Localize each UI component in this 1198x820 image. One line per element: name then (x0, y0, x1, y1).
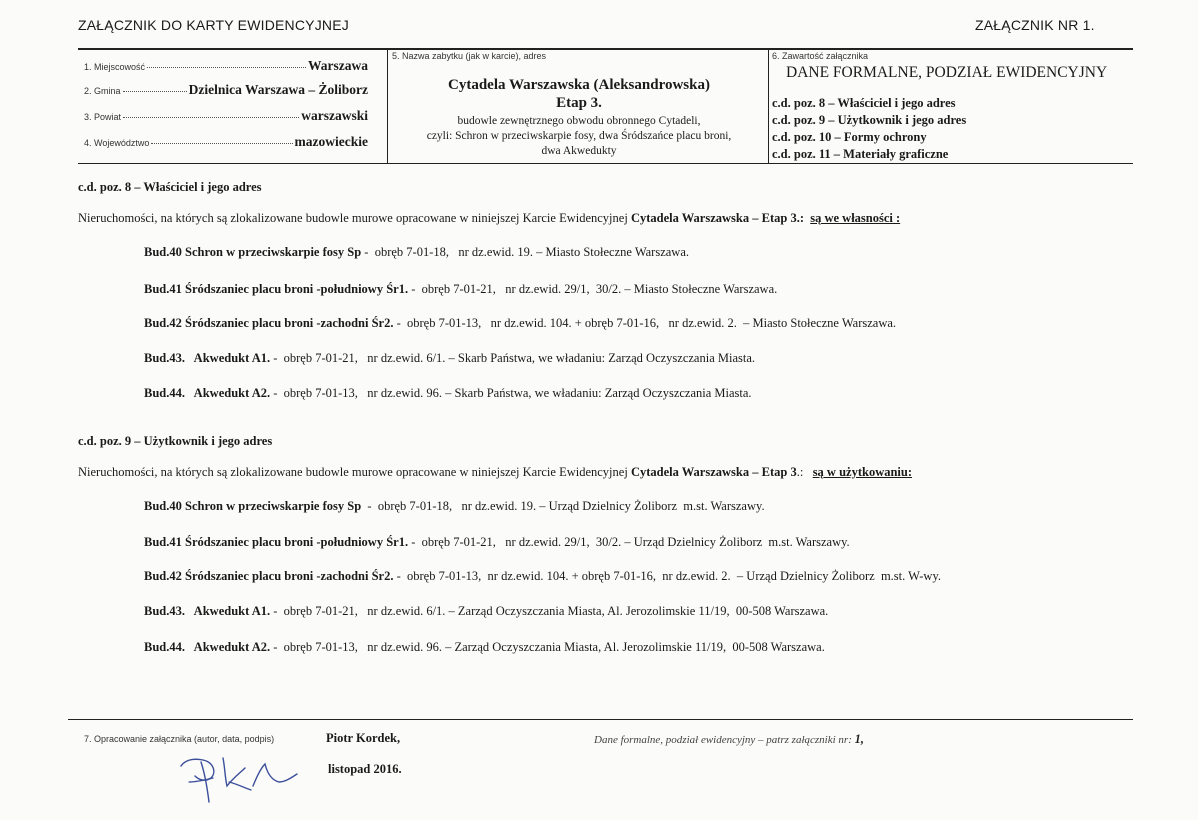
dotted-leader (123, 117, 299, 118)
section-owner-title: c.d. poz. 8 – Właściciel i jego adres (78, 180, 262, 194)
item-name: Schron w przeciwskarpie fosy Sp (185, 245, 362, 259)
intro-bold: Cytadela Warszawska – Etap 3 (630, 465, 797, 479)
powiat-row (84, 108, 368, 124)
footer-author: Piotr Kordek, (326, 731, 401, 745)
footer-note (594, 732, 864, 747)
contents-item: c.d. poz. 8 – Właściciel i jego adres (772, 96, 956, 110)
item-name: Śródszaniec placu broni -zachodni Śr2. (185, 316, 394, 330)
intro-underlined: są w użytkowaniu: (812, 465, 913, 479)
miejscowosc-label: 1. Miejscowość (84, 62, 146, 72)
monument-name-label: 5. Nazwa zabytku (jak w karcie), adres (392, 51, 547, 61)
intro-underlined: są we własności : (810, 211, 901, 225)
dotted-leader (123, 91, 187, 92)
intro-text: Nieruchomości, na których są zlokalizowane budowle murowe opracowane w niniejszej Karcie Ewidencyjnej (78, 465, 628, 479)
contents-label: 6. Zawartość załącznika (772, 51, 869, 61)
item-code: Bud.42 (144, 569, 182, 583)
footer-note-text: Dane formalne, podział ewidencyjny – patrz załączniki nr: (594, 734, 852, 746)
item-code: Bud.44. (144, 640, 185, 654)
monument-desc-line-1: budowle zewnętrznego obwodu obronnego Cytadeli, (457, 115, 701, 127)
item-detail: - obręb 7-01-13, nr dz.ewid. 96. – Skarb Państwa, we władaniu: Zarząd Oczyszczania Miasta. (270, 386, 752, 400)
item-name: Akwedukt A1. (188, 351, 271, 365)
item-code: Bud.41 (144, 282, 182, 296)
list-item (144, 245, 689, 260)
section-user-title: c.d. poz. 9 – Użytkownik i jego adres (78, 434, 273, 448)
item-detail: - obręb 7-01-18, nr dz.ewid. 19. – Urząd Dzielnicy Żoliborz m.st. Warszawy. (361, 499, 765, 513)
footer-date: listopad 2016. (328, 762, 402, 776)
item-detail: - obręb 7-01-13, nr dz.ewid. 104. + obręb 7-01-16, nr dz.ewid. 2. – Urząd Dzielnicy Żoliborz m.st. W-wy. (393, 569, 942, 583)
table-divider-1 (387, 48, 388, 163)
contents-item: c.d. poz. 11 – Materiały graficzne (772, 147, 949, 161)
contents-heading: DANE FORMALNE, PODZIAŁ EWIDENCYJNY (786, 64, 1108, 81)
monument-desc-line-2: czyli: Schron w przeciwskarpie fosy, dwa Śródszańce placu broni, (426, 130, 732, 142)
item-code: Bud.40 (144, 245, 182, 259)
list-item (144, 351, 755, 366)
list-item (144, 535, 850, 550)
list-item (144, 386, 752, 401)
gmina-value: Dzielnica Warszawa – Żoliborz (188, 82, 368, 97)
item-name: Śródszaniec placu broni -południowy Śr1. (185, 282, 409, 296)
footer-label: 7. Opracowanie załącznika (autor, data, podpis) (84, 734, 275, 744)
item-detail: - obręb 7-01-21, nr dz.ewid. 29/1, 30/2. – Urząd Dzielnicy Żoliborz m.st. Warszawy. (408, 535, 850, 549)
footer-rule (68, 719, 1133, 720)
table-bottom-rule (78, 163, 1133, 164)
signature-icon (175, 752, 305, 812)
intro-tail: .: (796, 465, 804, 479)
item-name: Śródszaniec placu broni -południowy Śr1. (185, 535, 409, 549)
list-item (144, 316, 896, 331)
powiat-value: warszawski (301, 108, 368, 123)
item-code: Bud.43. (144, 351, 185, 365)
intro-text: Nieruchomości, na których są zlokalizowane budowle murowe opracowane w niniejszej Karcie Ewidencyjnej (78, 211, 628, 225)
gmina-label: 2. Gmina (84, 86, 121, 96)
monument-desc-line-3: dwa Akwedukty (541, 145, 617, 157)
intro-bold: Cytadela Warszawska – Etap 3.: (630, 211, 804, 225)
item-detail: - obręb 7-01-13, nr dz.ewid. 96. – Zarząd Oczyszczania Miasta, Al. Jerozolimskie 11/19, 00-508 Warszawa. (270, 640, 825, 654)
table-divider-2 (768, 48, 769, 163)
gmina-row (84, 82, 368, 98)
wojewodztwo-value: mazowieckie (294, 134, 368, 149)
miejscowosc-row (84, 58, 368, 74)
item-code: Bud.40 (144, 499, 182, 513)
monument-stage: Etap 3. (556, 95, 602, 111)
footer-note-number: 1, (854, 732, 864, 746)
item-name: Schron w przeciwskarpie fosy Sp (185, 499, 362, 513)
wojewodztwo-row (84, 134, 368, 150)
wojewodztwo-label: 4. Województwo (84, 138, 150, 148)
miejscowosc-value: Warszawa (308, 58, 368, 73)
item-code: Bud.43. (144, 604, 185, 618)
item-name: Akwedukt A2. (188, 386, 271, 400)
item-code: Bud.42 (144, 316, 182, 330)
attachment-number: ZAŁĄCZNIK NR 1. (975, 17, 1095, 33)
item-detail: - obręb 7-01-21, nr dz.ewid. 6/1. – Skarb Państwa, we władaniu: Zarząd Oczyszczania Miasta. (270, 351, 756, 365)
item-name: Śródszaniec placu broni -zachodni Śr2. (185, 569, 394, 583)
dotted-leader (147, 67, 306, 68)
attachment-title: ZAŁĄCZNIK DO KARTY EWIDENCYJNEJ (78, 17, 349, 33)
item-code: Bud.41 (144, 535, 182, 549)
section-user-intro (78, 465, 912, 480)
item-detail: - obręb 7-01-21, nr dz.ewid. 29/1, 30/2. – Miasto Stołeczne Warszawa. (408, 282, 778, 296)
dotted-leader (151, 143, 292, 144)
item-detail: - obręb 7-01-13, nr dz.ewid. 104. + obręb 7-01-16, nr dz.ewid. 2. – Miasto Stołeczne Warszawa. (393, 316, 897, 330)
contents-item: c.d. poz. 9 – Użytkownik i jego adres (772, 113, 967, 127)
item-code: Bud.44. (144, 386, 185, 400)
list-item (144, 282, 777, 297)
list-item (144, 499, 765, 514)
list-item (144, 640, 825, 655)
item-name: Akwedukt A1. (188, 604, 271, 618)
contents-item: c.d. poz. 10 – Formy ochrony (772, 130, 927, 144)
item-detail: - obręb 7-01-18, nr dz.ewid. 19. – Miasto Stołeczne Warszawa. (361, 245, 690, 259)
powiat-label: 3. Powiat (84, 112, 122, 122)
item-detail: - obręb 7-01-21, nr dz.ewid. 6/1. – Zarząd Oczyszczania Miasta, Al. Jerozolimskie 11/19, 00-508 Warszawa. (270, 604, 829, 618)
table-top-rule (78, 48, 1133, 50)
monument-title: Cytadela Warszawska (Aleksandrowska) (448, 77, 710, 93)
list-item (144, 569, 941, 584)
list-item (144, 604, 828, 619)
section-owner-intro (78, 211, 900, 226)
item-name: Akwedukt A2. (188, 640, 271, 654)
